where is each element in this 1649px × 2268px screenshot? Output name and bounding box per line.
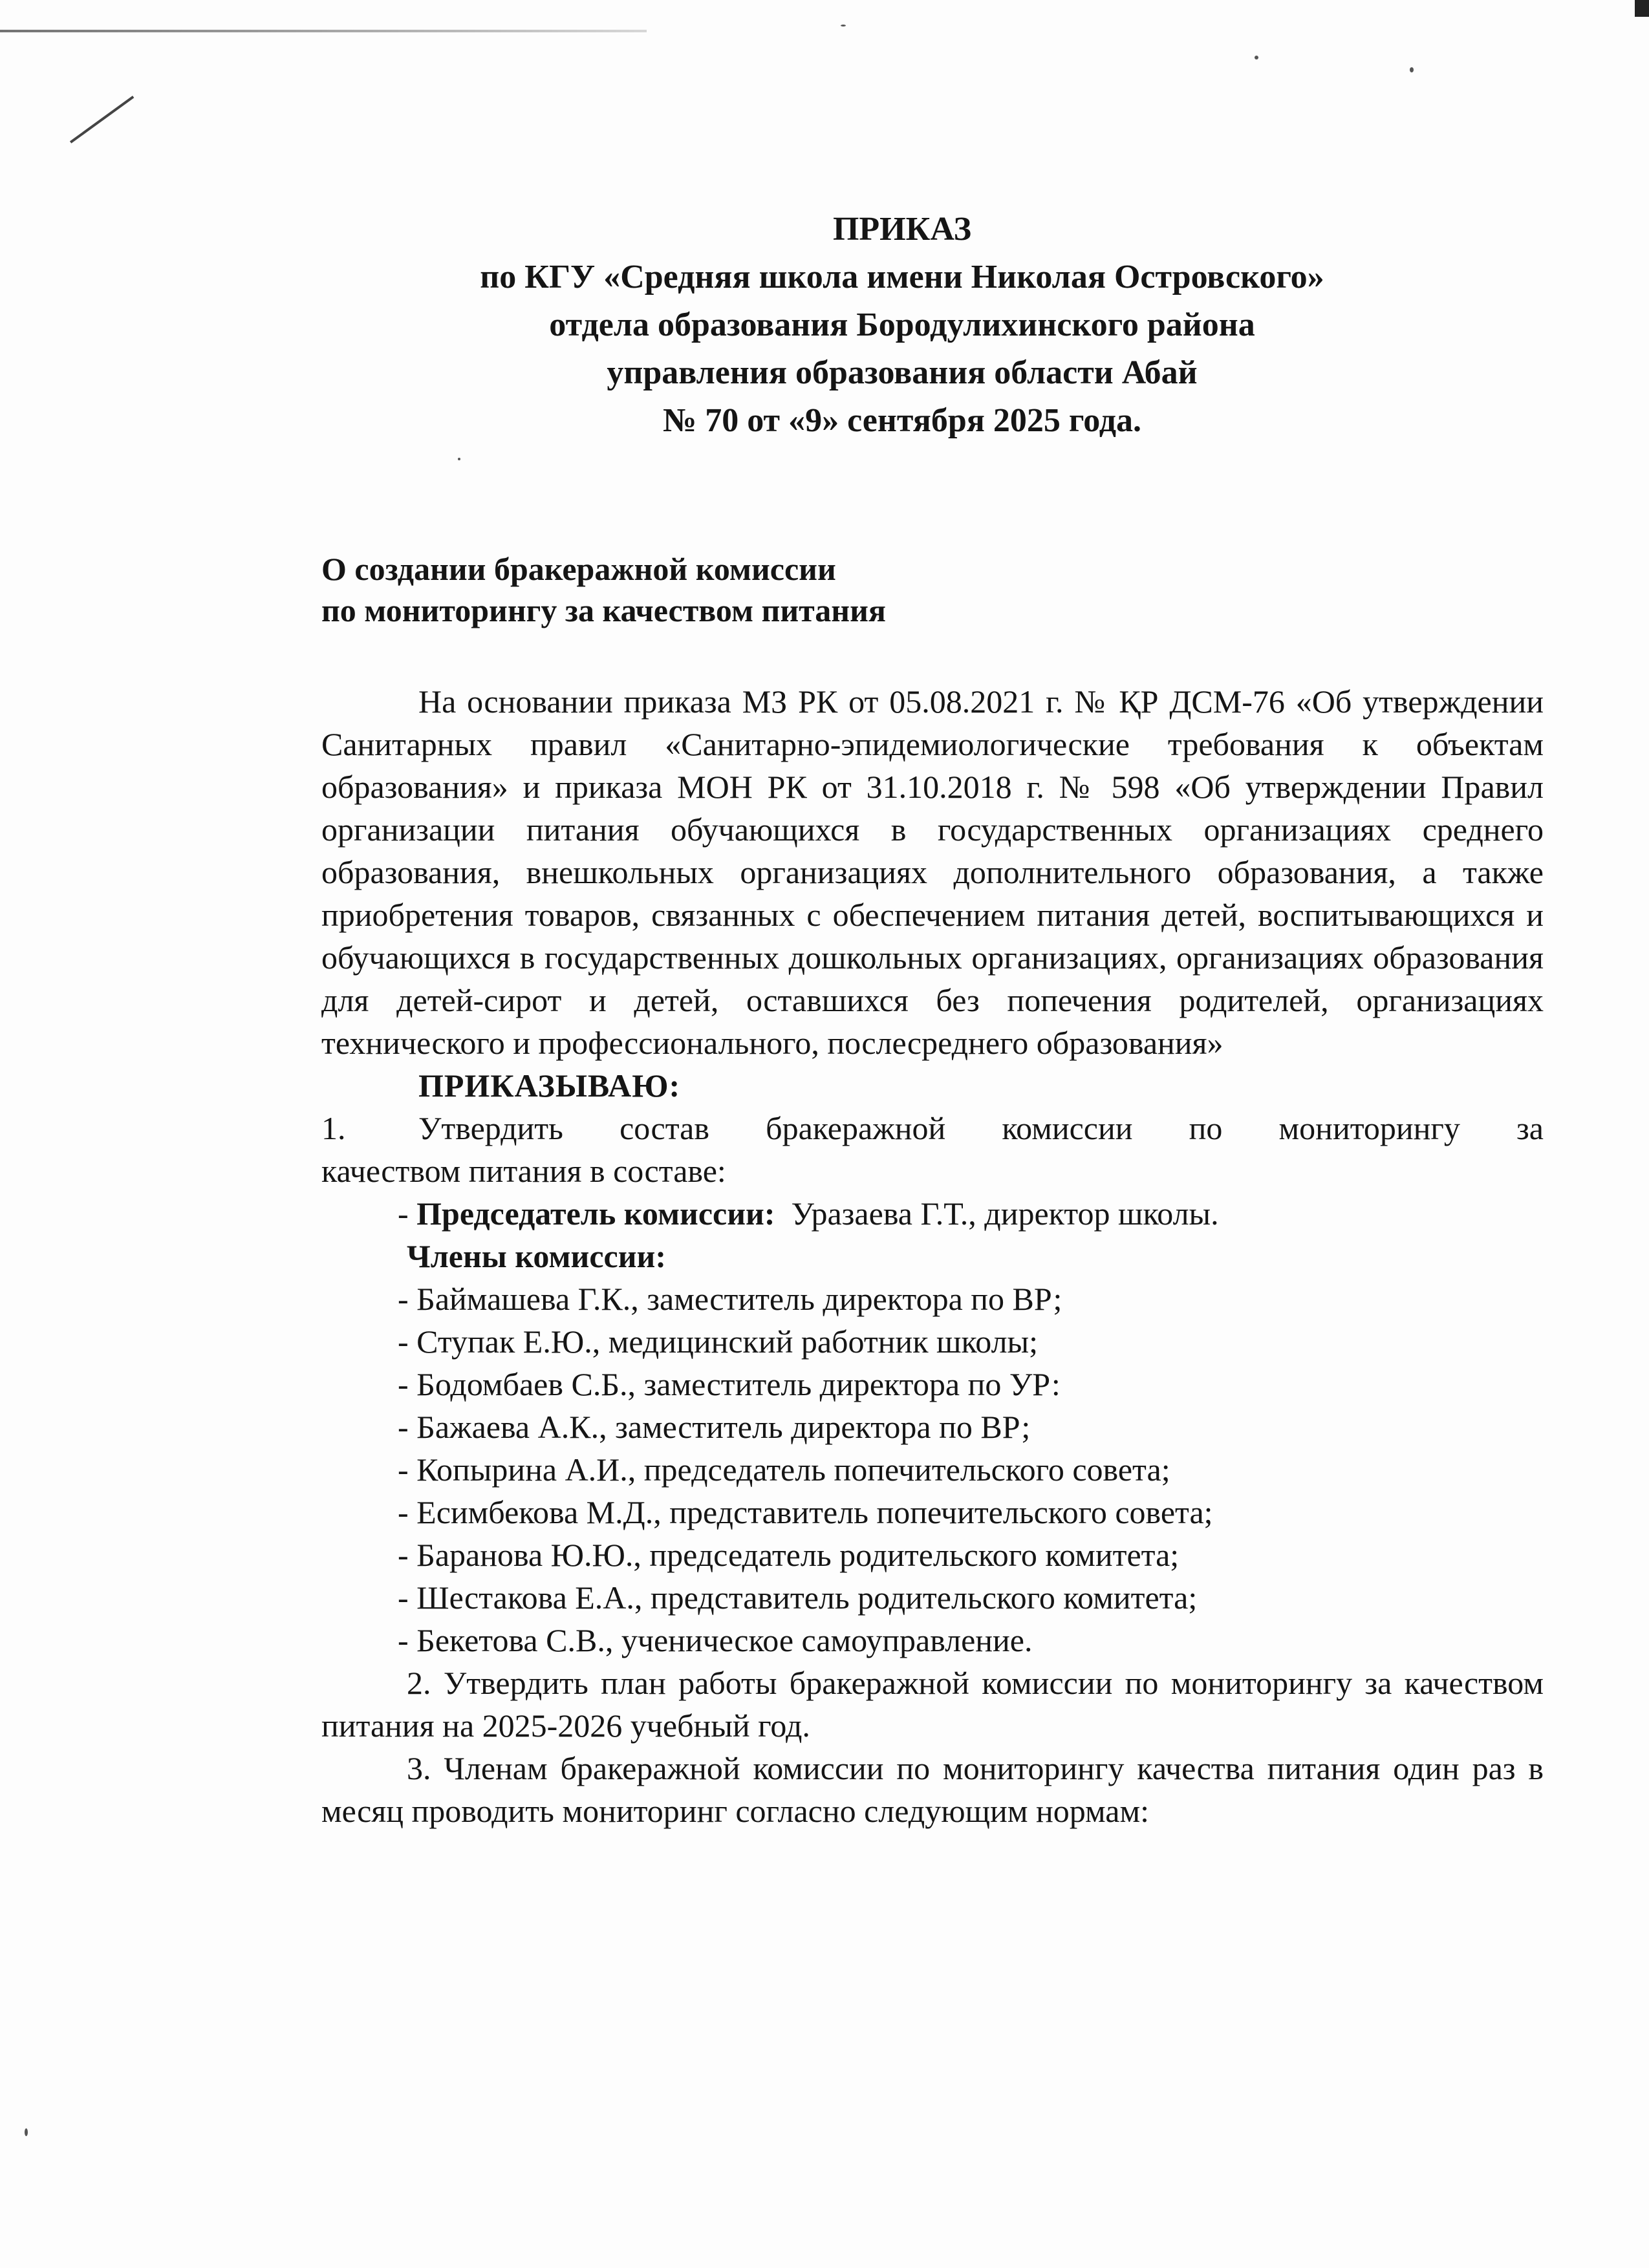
scan-speck — [841, 25, 846, 27]
item-1-number: 1. — [321, 1110, 346, 1146]
order-subject — [321, 548, 886, 631]
order-body — [321, 680, 1544, 1832]
member-item: - Бодомбаев С.Б., заместитель директора по УР: — [398, 1366, 1061, 1402]
member-item: - Баймашева Г.К., заместитель директора по ВР; — [398, 1281, 1062, 1317]
item-1-text-line-2: качеством питания в составе: — [321, 1153, 726, 1189]
header-order-number-date: № 70 от «9» сентября 2025 года. — [662, 402, 1142, 439]
member-item: - Бекетова С.В., ученическое самоуправление. — [398, 1622, 1033, 1658]
subject-line-1: О создании бракеражной комиссии — [321, 551, 836, 587]
scan-edge-line — [0, 30, 647, 32]
member-item: - Шестакова Е.А., представитель родительского комитета; — [398, 1579, 1198, 1616]
member-item: - Баранова Ю.Ю., председатель родительского комитета; — [398, 1537, 1180, 1573]
scan-pen-mark — [70, 96, 134, 144]
header-organization: по КГУ «Средняя школа имени Николая Островского» — [480, 259, 1324, 295]
header-department: отдела образования Бородулихинского района — [549, 306, 1255, 343]
scan-speck — [1255, 56, 1258, 59]
order-item-2: 2. Утвердить план работы бракеражной комиссии по мониторингу за качеством питания на 2025-2026 учебный год. — [321, 1665, 1544, 1744]
scan-corner-mark — [1635, 0, 1649, 17]
member-item: - Есимбекова М.Д., представитель попечительского совета; — [398, 1494, 1213, 1530]
scan-speck — [25, 2128, 28, 2136]
commission-chair — [321, 1192, 1544, 1235]
member-item: - Копырина А.И., председатель попечительского совета; — [398, 1451, 1170, 1488]
order-keyword: ПРИКАЗЫВАЮ: — [418, 1067, 681, 1104]
document-header — [0, 206, 1649, 445]
header-administration: управления образования области Абай — [607, 354, 1198, 391]
order-item-3: 3. Членам бракеражной комиссии по мониторингу качества питания один раз в месяц проводить мониторинг согласно следующим нормам: — [321, 1750, 1544, 1829]
chair-value: Уразаева Г.Т., директор школы. — [775, 1195, 1219, 1232]
member-item: - Бажаева А.К., заместитель директора по ВР; — [398, 1409, 1031, 1445]
scan-speck — [458, 458, 460, 460]
item-1-text-line-1: Утвердить состав бракеражной комиссии по мониторингу за — [418, 1110, 1544, 1146]
members-heading: Члены комиссии: — [407, 1238, 667, 1274]
chair-dash: - — [398, 1195, 417, 1232]
subject-line-2: по мониторингу за качеством питания — [321, 592, 886, 628]
chair-label: Председатель комиссии: — [416, 1195, 775, 1232]
document-title: ПРИКАЗ — [832, 211, 972, 248]
member-item: - Ступак Е.Ю., медицинский работник школы; — [398, 1323, 1039, 1360]
preamble-paragraph: На основании приказа МЗ РК от 05.08.2021 г. № ҚР ДСМ-76 «Об утверждении Санитарных правил «Санитарно-эпидемиологические требования к объектам образования» и приказа МОН РК от 31.10.2018 г. № 598 «Об утверждении Правил организации питания обучающихся в государственных организациях среднего образования, внешкольных организациях дополнительного образования, а также приобретения товаров, связанных с обеспечением питания детей, воспитывающихся и обучающихся в государственных дошкольных организациях, организациях образования для детей-сирот и детей, оставшихся без попечения родителей, организациях технического и профессионального, послесреднего образования» — [321, 683, 1544, 1061]
members-list — [321, 1278, 1544, 1662]
order-item-1 — [321, 1107, 1544, 1150]
scan-speck — [1410, 67, 1414, 72]
